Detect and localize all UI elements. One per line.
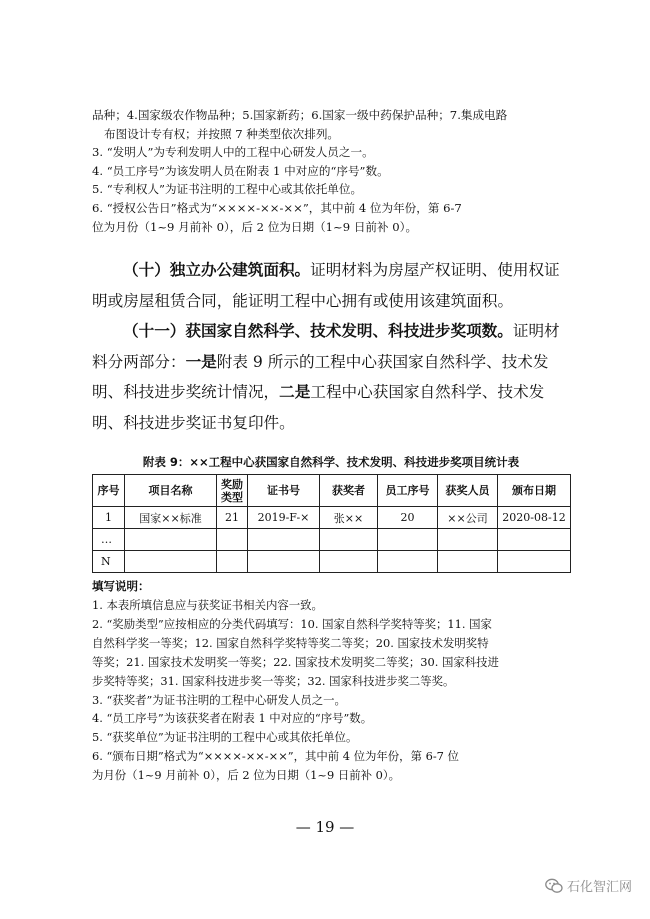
- bottom-notes: [92, 596, 570, 785]
- table-header-cell: 奖励类型: [217, 475, 248, 507]
- table-cell: [248, 551, 320, 573]
- paragraph-text: 工程中心获国家自然科学、技术发明、科技进步奖证书复印件。: [92, 383, 545, 432]
- page-number: — 19 —: [295, 818, 355, 836]
- table-header-row: [93, 475, 571, 507]
- note-line: 3. “发明人”为专利发明人中的工程中心研发人员之一。: [92, 145, 374, 160]
- note-line: 位为月份（1~9 月前补 0），后 2 位为日期（1~9 日前补 0）。: [92, 219, 418, 234]
- table-cell: [498, 529, 571, 551]
- table-cell: 2019-F-×: [248, 507, 320, 529]
- paragraph-text: 证明材料分两部分：: [92, 322, 560, 371]
- watermark-text: 石化智汇网: [566, 880, 632, 895]
- top-notes: [92, 106, 570, 236]
- table-cell: 国家××标准: [125, 507, 217, 529]
- table-cell: 1: [93, 507, 125, 529]
- table-cell: [378, 529, 438, 551]
- table-cell: 张××: [320, 507, 378, 529]
- table-cell: [438, 551, 498, 573]
- note-line: 5. “获奖单位”为证书注明的工程中心或其依托单位。: [92, 730, 358, 745]
- table-cell: [125, 529, 217, 551]
- note-line: 自然科学奖一等奖；12. 国家自然科学奖特等奖二等奖；20. 国家技术发明奖特: [92, 635, 489, 650]
- note-line: 6. “授权公告日”格式为“××××-××-××”，其中前 4 位为年份，第 6-7: [92, 200, 462, 215]
- table-header-cell: 获奖人员: [438, 475, 498, 507]
- table-body: [93, 507, 571, 573]
- table-row: [93, 507, 571, 529]
- note-line: 5. “专利权人”为证书注明的工程中心或其依托单位。: [92, 182, 363, 197]
- note-line: 步奖特等奖；31. 国家科技进步奖一等奖；32. 国家科技进步奖二等奖。: [92, 673, 455, 688]
- note-line: 4. “员工序号”为该发明人员在附表 1 中对应的“序号”数。: [92, 163, 389, 178]
- paragraph-heading: （十一）获国家自然科学、技术发明、科技进步奖项数。: [123, 321, 513, 340]
- paragraph-office-area: [92, 255, 570, 316]
- note-line: 4. “员工序号”为该获奖者在附表 1 中对应的“序号”数。: [92, 711, 373, 726]
- table-cell: N: [93, 551, 125, 573]
- watermark: [545, 876, 632, 895]
- award-table: [92, 474, 571, 573]
- table-title: 附表 9：××工程中心获国家自然科学、技术发明、科技进步奖项目统计表: [142, 455, 520, 469]
- table-header-cell: 项目名称: [125, 475, 217, 507]
- table-cell: …: [93, 529, 125, 551]
- paragraph-national-awards: [92, 316, 570, 438]
- table-header-cell: 证书号: [248, 475, 320, 507]
- note-line: 3. “获奖者”为证书注明的工程中心研发人员之一。: [92, 692, 346, 707]
- table-cell: [320, 551, 378, 573]
- paragraph-body: 证明材料为房屋产权证明、使用权证明或房屋租赁合同，能证明工程中心拥有或使用该建筑面积。: [92, 261, 560, 310]
- table-cell: ××公司: [438, 507, 498, 529]
- table-cell: [498, 551, 571, 573]
- paragraph-bold: 二是: [279, 382, 311, 401]
- table-cell: [378, 551, 438, 573]
- table-cell: [125, 551, 217, 573]
- paragraph-text: 附表 9 所示的工程中心获国家自然科学、技术发明、科技进步奖统计情况，: [92, 352, 549, 401]
- wechat-icon: [545, 878, 563, 894]
- note-line: 1. 本表所填信息应与获奖证书相关内容一致。: [92, 598, 323, 612]
- note-line: 6. “颁布日期”格式为“××××-××-××”，其中前 4 位为年份，第 6-7 位: [92, 749, 459, 764]
- note-line: 为月份（1~9 月前补 0），后 2 位为日期（1~9 日前补 0）。: [92, 768, 400, 783]
- table-header-cell: 员工序号: [378, 475, 438, 507]
- note-line: 品种；4.国家级农作物品种；5.国家新药；6.国家一级中药保护品种；7.集成电路: [92, 108, 508, 122]
- table-row: [93, 529, 571, 551]
- table-cell: [217, 529, 248, 551]
- table-header-cell: 颁布日期: [498, 475, 571, 507]
- note-line: 布图设计专有权；并按照 7 种类型依次排列。: [104, 126, 340, 141]
- table-cell: [217, 551, 248, 573]
- paragraph-bold: 一是: [185, 351, 217, 371]
- table-header-cell: 序号: [93, 475, 125, 507]
- table-row: [93, 551, 571, 573]
- paragraph-heading: （十）独立办公建筑面积。: [123, 260, 311, 279]
- table-cell: 21: [217, 507, 248, 529]
- table-cell: [248, 529, 320, 551]
- table-header-cell: 获奖者: [320, 475, 378, 507]
- table-cell: 20: [378, 507, 438, 529]
- table-cell: [438, 529, 498, 551]
- table-cell: 2020-08-12: [498, 507, 571, 529]
- fill-instructions-title: 填写说明：: [92, 579, 150, 593]
- table-cell: [320, 529, 378, 551]
- note-line: 等奖；21. 国家技术发明奖一等奖；22. 国家技术发明奖二等奖；30. 国家科技进: [92, 654, 499, 669]
- note-line: 2. “奖励类型”应按相应的分类代码填写：10. 国家自然科学奖特等奖；11. 国家: [92, 616, 492, 631]
